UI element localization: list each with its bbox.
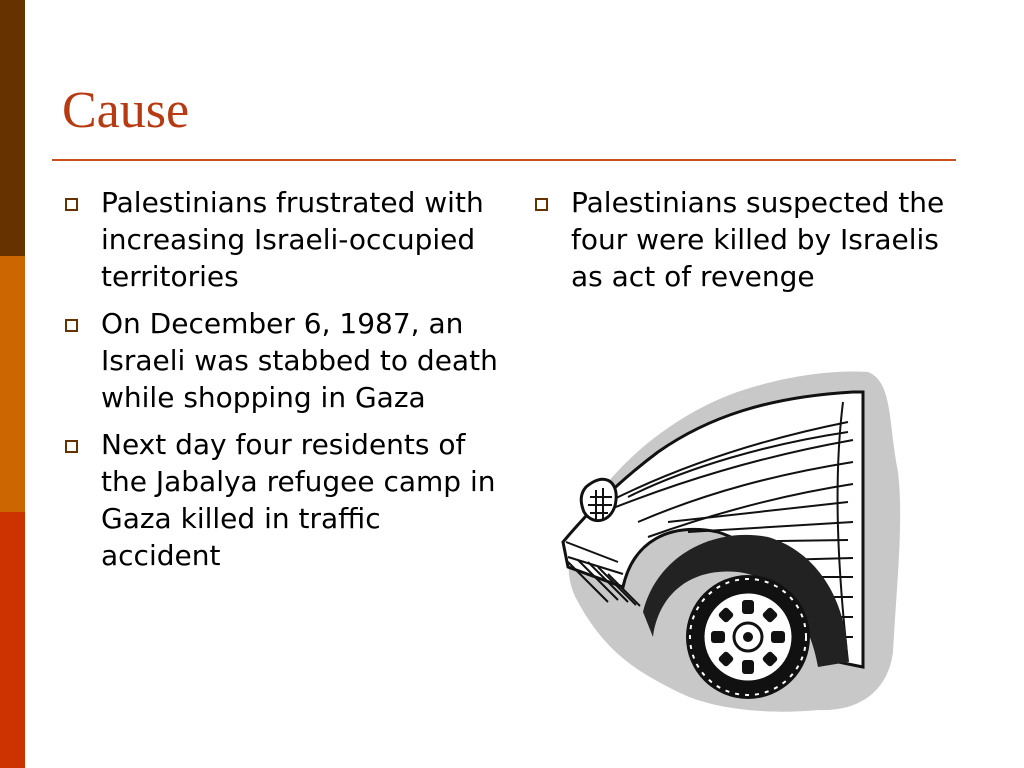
- list-item: [62, 426, 502, 574]
- sidebar-stripe-top: [0, 0, 25, 256]
- bullet-text: On December 6, 1987, an Israeli was stabbed to death while shopping in Gaza: [101, 307, 498, 414]
- right-column: [532, 184, 972, 305]
- sidebar-stripe-bottom: [0, 512, 25, 768]
- square-bullet-icon: [535, 198, 548, 211]
- sidebar-stripe-middle: [0, 256, 25, 512]
- bullet-text: Palestinians suspected the four were killed by Israelis as act of revenge: [571, 186, 945, 293]
- slide-title: Cause: [62, 82, 190, 139]
- bullet-text: Next day four residents of the Jabalya refugee camp in Gaza killed in traffic accident: [101, 428, 496, 572]
- title-divider: [52, 159, 956, 161]
- square-bullet-icon: [65, 440, 78, 453]
- square-bullet-icon: [65, 319, 78, 332]
- square-bullet-icon: [65, 198, 78, 211]
- list-item: [532, 184, 972, 295]
- car-fender-clipart: [548, 362, 924, 722]
- list-item: [62, 305, 502, 416]
- bullet-text: Palestinians frustrated with increasing Israeli-occupied territories: [101, 186, 484, 293]
- list-item: [62, 184, 502, 295]
- left-column: [62, 184, 502, 584]
